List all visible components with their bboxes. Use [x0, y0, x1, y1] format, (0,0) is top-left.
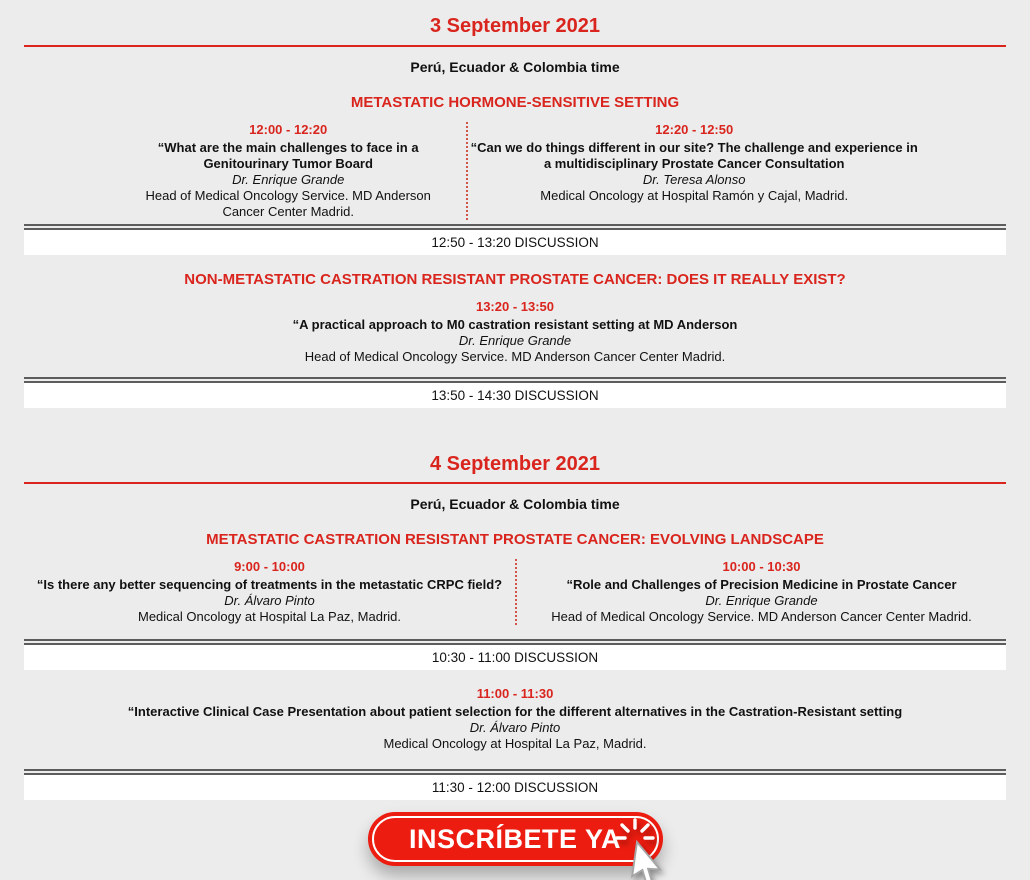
cta-container	[0, 812, 1030, 866]
day-title: 4 September 2021	[429, 453, 601, 475]
discussion-bar	[24, 224, 1006, 255]
day-section-2	[0, 408, 1030, 800]
timezone-label: Perú, Ecuador & Colombia time	[410, 59, 620, 75]
day-section-1	[0, 0, 1030, 408]
section-heading: METASTATIC HORMONE-SENSITIVE SETTING	[350, 94, 680, 111]
session-title: “Is there any better sequencing of treatments in the metastatic CRPC field?	[36, 577, 503, 592]
session-affiliation: Medical Oncology at Hospital Ramón y Cajal, Madrid.	[540, 188, 849, 203]
session-affiliation: Head of Medical Oncology Service. MD Anderson Cancer Center Madrid.	[551, 609, 972, 624]
session-speaker: Dr. Enrique Grande	[705, 593, 818, 608]
session-title: “Role and Challenges of Precision Medicine in Prostate Cancer	[566, 577, 957, 592]
inscribete-button[interactable]	[368, 812, 663, 866]
session-time: 11:00 - 11:30	[476, 686, 554, 701]
session-speaker: Dr. Álvaro Pinto	[224, 593, 315, 608]
discussion-label: 13:50 - 14:30 DISCUSSION	[431, 388, 599, 403]
session-affiliation: Medical Oncology at Hospital La Paz, Madrid.	[383, 736, 647, 751]
session-card	[0, 299, 1030, 365]
session-title: “A practical approach to M0 castration resistant setting at MD Anderson	[292, 317, 738, 332]
day-title: 3 September 2021	[429, 15, 601, 37]
session-time: 10:00 - 10:30	[722, 559, 801, 574]
section-heading: METASTATIC CASTRATION RESISTANT PROSTATE CANCER: EVOLVING LANDSCAPE	[206, 531, 824, 548]
session-time: 13:20 - 13:50	[475, 299, 555, 314]
session-card	[0, 686, 1030, 752]
session-time: 12:00 - 12:20	[249, 122, 328, 137]
discussion-bar	[24, 377, 1006, 408]
sessions-row	[0, 122, 1030, 220]
discussion-bar	[24, 769, 1006, 800]
discussion-label: 10:30 - 11:00 DISCUSSION	[431, 650, 599, 665]
session-card	[515, 559, 1006, 625]
session-affiliation: Medical Oncology at Hospital La Paz, Madrid.	[137, 609, 401, 624]
session-affiliation: Head of Medical Oncology Service. MD Anderson Cancer Center Madrid.	[304, 349, 726, 364]
sessions-row	[0, 559, 1030, 625]
red-divider-line	[24, 482, 1006, 484]
session-speaker: Dr. Teresa Alonso	[642, 172, 746, 187]
session-time: 9:00 - 10:00	[234, 559, 305, 574]
discussion-bar	[24, 639, 1006, 670]
section-heading: NON-METASTATIC CASTRATION RESISTANT PROSTATE CANCER: DOES IT REALLY EXIST?	[184, 271, 846, 288]
session-speaker: Dr. Enrique Grande	[458, 333, 572, 348]
session-card	[110, 122, 466, 220]
session-title: “Can we do things different in our site? The challenge and experience in a multidisciplinary Prostate Cancer Consultation	[470, 140, 918, 171]
discussion-label: 12:50 - 13:20 DISCUSSION	[431, 235, 599, 250]
session-time: 12:20 - 12:50	[655, 122, 734, 137]
session-title: “What are the main challenges to face in a Genitourinary Tumor Board	[157, 140, 419, 171]
session-affiliation: Head of Medical Oncology Service. MD Anderson Cancer Center Madrid.	[145, 188, 431, 219]
discussion-label: 11:30 - 12:00 DISCUSSION	[431, 780, 599, 795]
session-title: “Interactive Clinical Case Presentation about patient selection for the different alternatives in the Castration-Resistant setting	[127, 704, 903, 719]
session-speaker: Dr. Enrique Grande	[232, 172, 345, 187]
session-speaker: Dr. Álvaro Pinto	[469, 720, 561, 735]
session-card	[466, 122, 920, 220]
red-divider-line	[24, 45, 1006, 47]
session-card	[24, 559, 515, 625]
timezone-label: Perú, Ecuador & Colombia time	[410, 496, 620, 512]
cta-label: INSCRÍBETE YA	[408, 823, 622, 854]
